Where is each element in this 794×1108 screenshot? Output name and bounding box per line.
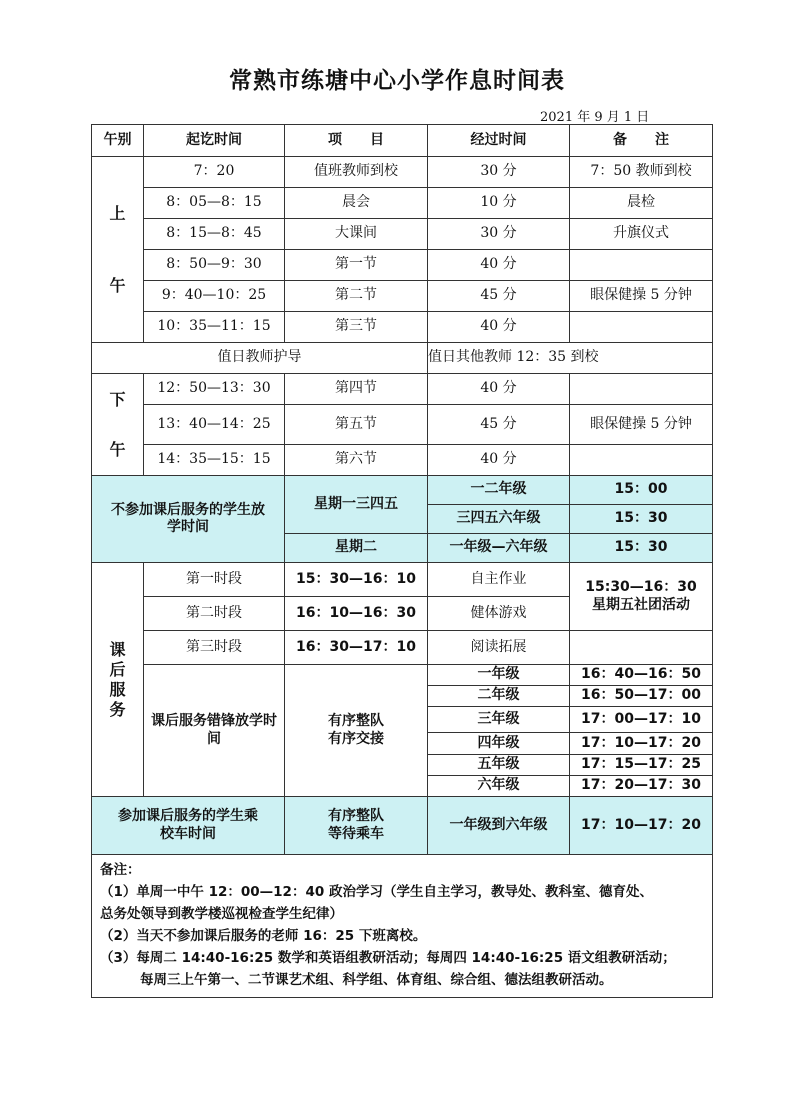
note-cell: 眼保健操 5 分钟 — [570, 405, 713, 445]
note-cell — [570, 250, 713, 281]
grade-cell: 一二年级 — [428, 476, 570, 505]
schedule-table — [91, 124, 713, 998]
note-line: （2）当天不参加课后服务的老师 16：25 下班离校。 — [100, 928, 427, 944]
item-cell: 第三节 — [285, 312, 428, 343]
table-row — [92, 405, 713, 445]
activity-cell: 自主作业 — [428, 563, 570, 597]
note-cell: 晨检 — [570, 188, 713, 219]
note-line: （3）每周二 14:40-16:25 数学和英语组教研活动；每周四 14:40-16:25 语文组教研活动； — [100, 950, 676, 966]
period-name: 第一时段 — [144, 563, 285, 597]
time-cell: 14：35—15：15 — [144, 445, 285, 476]
afternoon-label: 下 午 — [92, 374, 144, 476]
period-name: 第三时段 — [144, 631, 285, 665]
table-row — [92, 188, 713, 219]
time-cell: 8：50—9：30 — [144, 250, 285, 281]
time-cell: 16：10—16：30 — [285, 597, 428, 631]
duration-cell: 30 分 — [428, 219, 570, 250]
grade-cell: 一年级—六年级 — [428, 534, 570, 563]
time-cell: 8：05—8：15 — [144, 188, 285, 219]
empty-cell — [570, 631, 713, 665]
friday-club-note: 15:30—16：30 星期五社团活动 — [570, 563, 713, 631]
time-cell: 17：10—17：20 — [570, 733, 713, 755]
note-cell: 7：50 教师到校 — [570, 157, 713, 188]
noon-row — [92, 343, 713, 374]
service-row — [92, 631, 713, 665]
item-cell: 值班教师到校 — [285, 157, 428, 188]
noon-arrival: 值日其他教师 12：35 到校 — [428, 343, 713, 374]
table-row — [92, 157, 713, 188]
dismissal-tue: 星期二 — [285, 534, 428, 563]
dismissal-row — [92, 476, 713, 505]
duration-cell: 40 分 — [428, 312, 570, 343]
table-row — [92, 219, 713, 250]
note-cell: 眼保健操 5 分钟 — [570, 281, 713, 312]
time-cell: 16：40—16：50 — [570, 665, 713, 686]
bus-order-note: 有序整队 等待乘车 — [285, 797, 428, 855]
note-cell — [570, 374, 713, 405]
grade-cell: 四年级 — [428, 733, 570, 755]
table-row — [92, 281, 713, 312]
header-row — [92, 125, 713, 157]
time-cell: 10：35—11：15 — [144, 312, 285, 343]
note-line: 每周三上午第一、二节课艺术组、科学组、体育组、综合组、德法组教研活动。 — [140, 972, 613, 988]
duration-cell: 40 分 — [428, 374, 570, 405]
note-line: 总务处领导到教学楼巡视检查学生纪律） — [100, 906, 343, 922]
grade-cell: 六年级 — [428, 776, 570, 797]
after-service-label: 课 后 服 务 — [92, 563, 144, 797]
notes-heading: 备注： — [100, 862, 141, 878]
dismissal-mwf: 星期一三四五 — [285, 476, 428, 534]
duration-cell: 40 分 — [428, 250, 570, 281]
table-row — [92, 312, 713, 343]
grade-cell: 一年级 — [428, 665, 570, 686]
order-note: 有序整队 有序交接 — [285, 665, 428, 797]
duration-cell: 40 分 — [428, 445, 570, 476]
time-cell: 17：15—17：25 — [570, 755, 713, 776]
item-cell: 第四节 — [285, 374, 428, 405]
notes-box — [92, 855, 713, 998]
item-cell: 第二节 — [285, 281, 428, 312]
note-cell: 升旗仪式 — [570, 219, 713, 250]
activity-cell: 健体游戏 — [428, 597, 570, 631]
noon-duty: 值日教师护导 — [92, 343, 428, 374]
time-cell: 16：50—17：00 — [570, 686, 713, 707]
item-cell: 第五节 — [285, 405, 428, 445]
bus-grades: 一年级到六年级 — [428, 797, 570, 855]
duration-cell: 30 分 — [428, 157, 570, 188]
dismissal-label: 不参加课后服务的学生放学时间 — [92, 476, 285, 563]
time-cell: 8：15—8：45 — [144, 219, 285, 250]
duration-cell: 45 分 — [428, 281, 570, 312]
duration-cell: 10 分 — [428, 188, 570, 219]
activity-cell: 阅读拓展 — [428, 631, 570, 665]
item-cell: 晨会 — [285, 188, 428, 219]
period-name: 第二时段 — [144, 597, 285, 631]
time-cell: 7：20 — [144, 157, 285, 188]
header-item: 项 目 — [285, 125, 428, 157]
grade-cell: 二年级 — [428, 686, 570, 707]
time-cell: 16：30—17：10 — [285, 631, 428, 665]
note-cell — [570, 312, 713, 343]
time-cell: 12：50—13：30 — [144, 374, 285, 405]
time-cell: 17：20—17：30 — [570, 776, 713, 797]
time-cell: 13：40—14：25 — [144, 405, 285, 445]
page-title: 常熟市练塘中心小学作息时间表 — [229, 68, 565, 94]
notes-row — [92, 855, 713, 998]
staggered-label: 课后服务错锋放学时间 — [144, 665, 285, 797]
grade-row — [92, 665, 713, 686]
note-line: （1）单周一中午 12：00—12：40 政治学习（学生自主学习，教导处、教科室、德育处、 — [100, 884, 653, 900]
time-cell: 15：00 — [570, 476, 713, 505]
header-period: 午别 — [92, 125, 144, 157]
header-time: 起讫时间 — [144, 125, 285, 157]
time-cell: 15：30—16：10 — [285, 563, 428, 597]
table-row — [92, 374, 713, 405]
table-row — [92, 445, 713, 476]
bus-time: 17：10—17：20 — [570, 797, 713, 855]
bus-label: 参加课后服务的学生乘校车时间 — [92, 797, 285, 855]
grade-cell: 三年级 — [428, 707, 570, 733]
time-cell: 15：30 — [570, 505, 713, 534]
table-row — [92, 250, 713, 281]
grade-cell: 三四五六年级 — [428, 505, 570, 534]
bus-row — [92, 797, 713, 855]
grade-cell: 五年级 — [428, 755, 570, 776]
item-cell: 大课间 — [285, 219, 428, 250]
item-cell: 第一节 — [285, 250, 428, 281]
duration-cell: 45 分 — [428, 405, 570, 445]
service-row — [92, 563, 713, 597]
note-cell — [570, 445, 713, 476]
header-note: 备 注 — [570, 125, 713, 157]
morning-label: 上 午 — [92, 157, 144, 343]
date-label: 2021 年 9 月 1 日 — [540, 110, 650, 125]
time-cell: 17：00—17：10 — [570, 707, 713, 733]
time-cell: 15：30 — [570, 534, 713, 563]
header-duration: 经过时间 — [428, 125, 570, 157]
time-cell: 9：40—10：25 — [144, 281, 285, 312]
item-cell: 第六节 — [285, 445, 428, 476]
